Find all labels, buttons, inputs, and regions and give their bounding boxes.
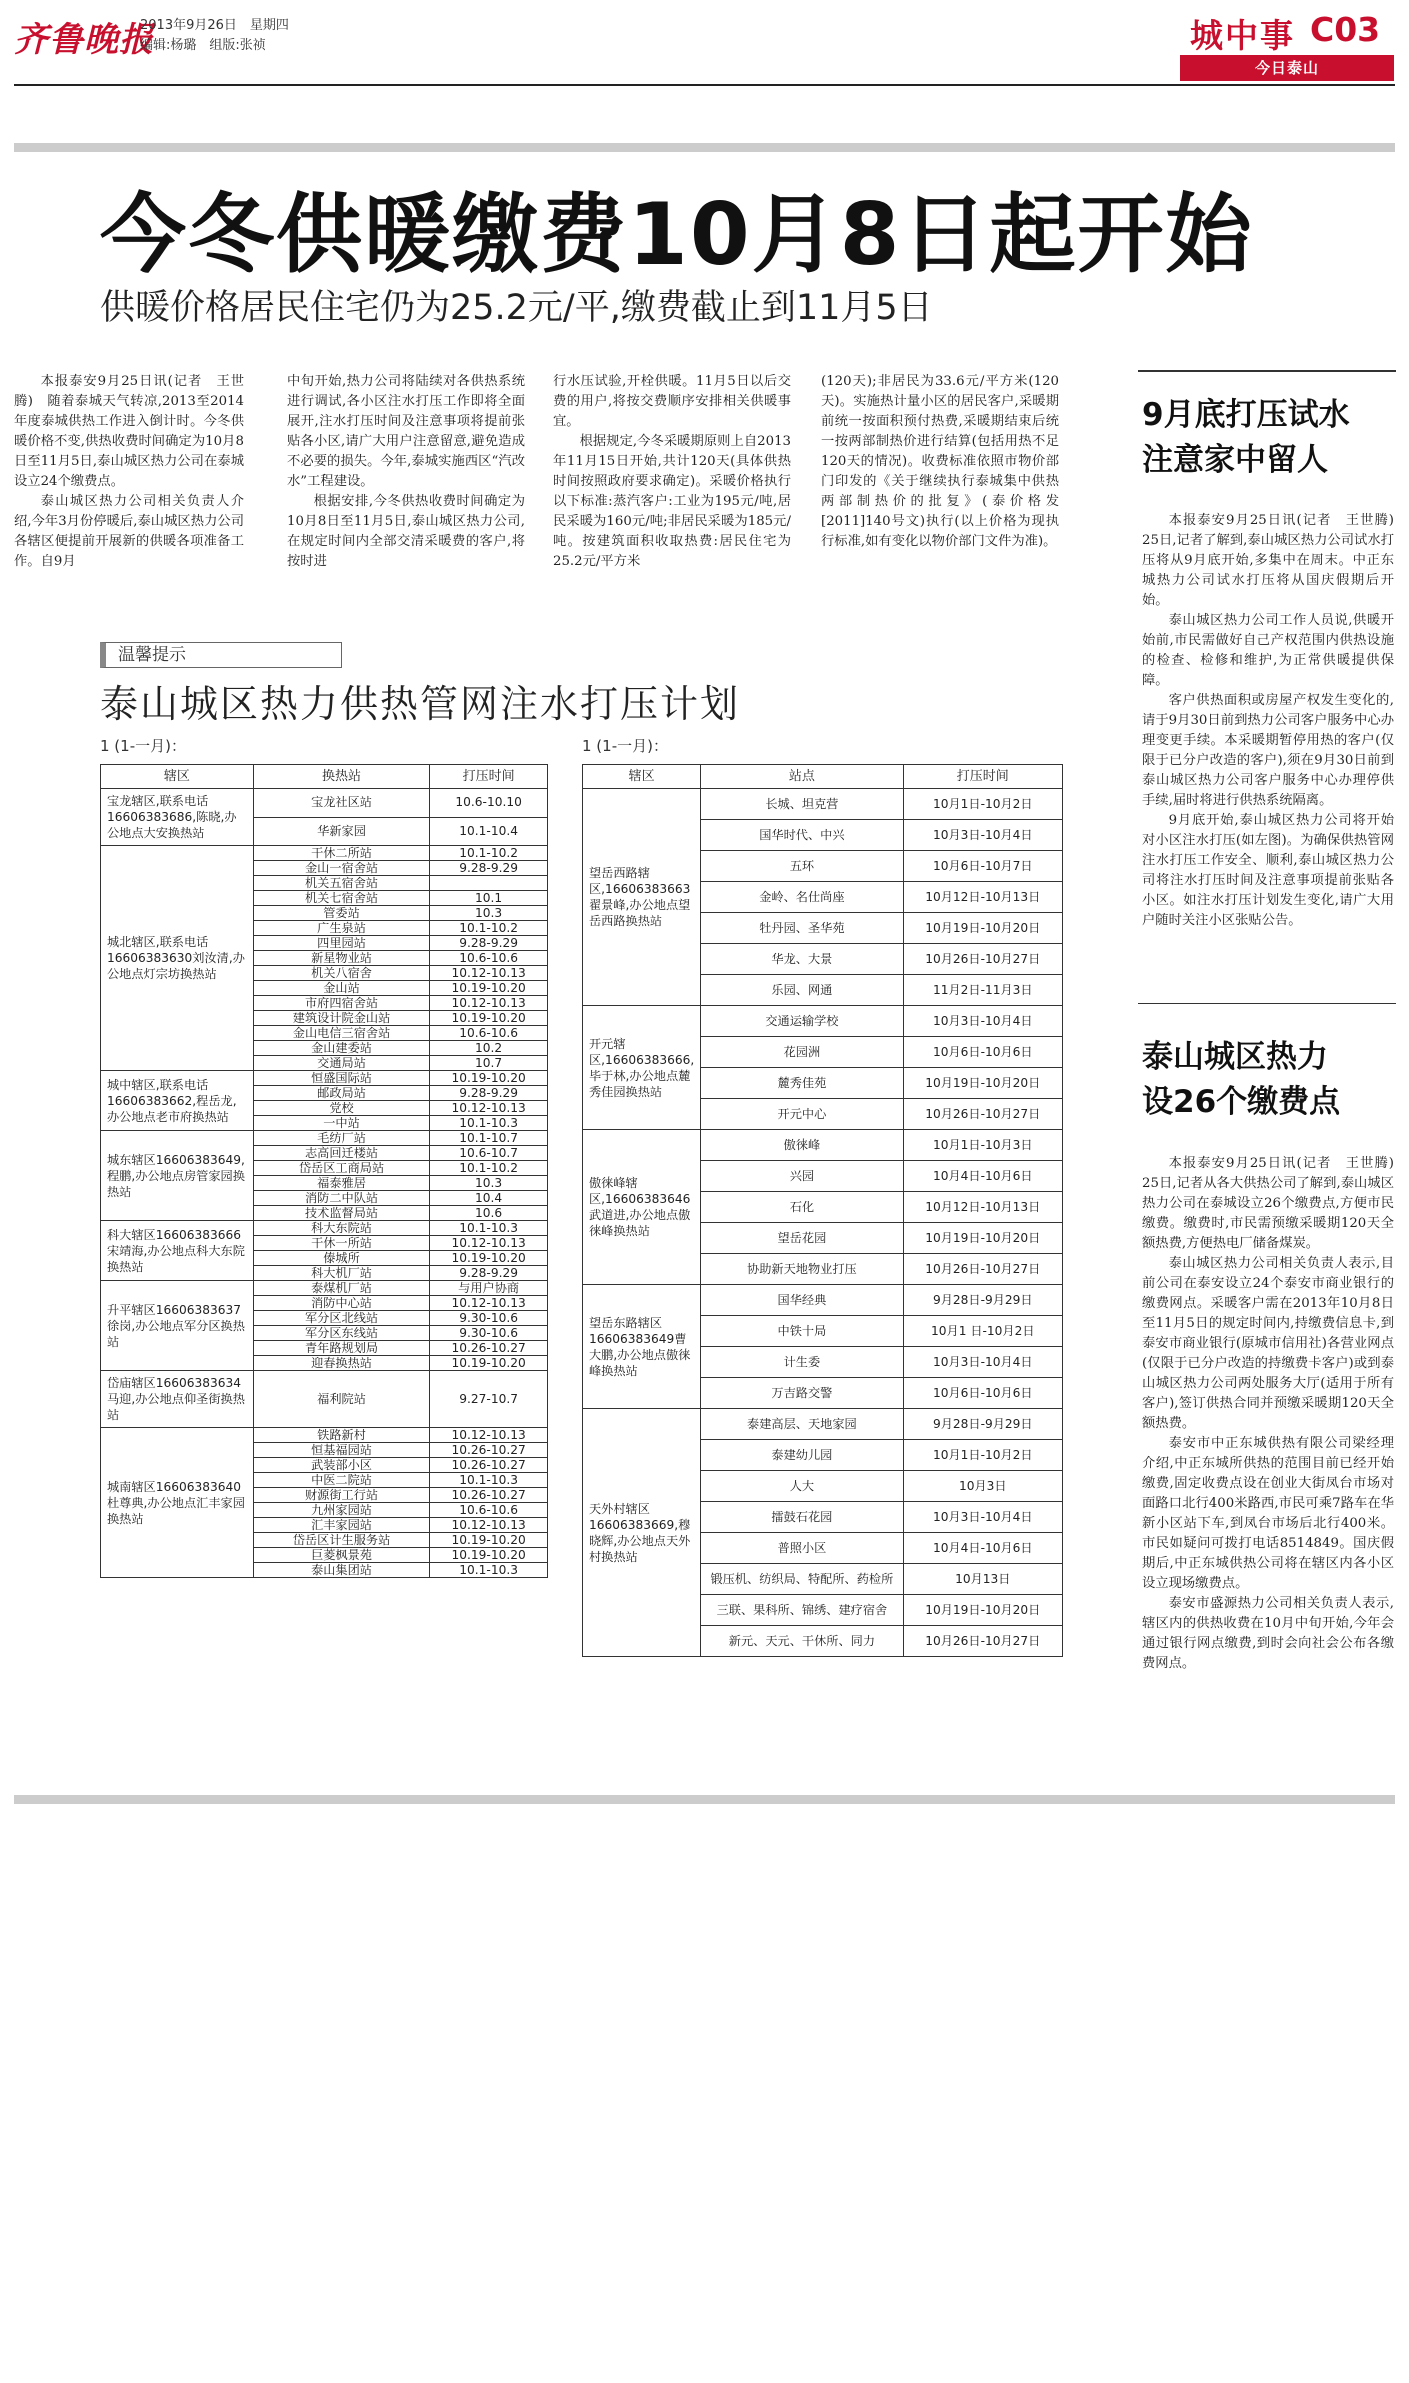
date-cell: 10.6-10.7 [430,1146,548,1161]
station-cell: 新元、天元、干休所、同力 [701,1626,903,1657]
station-cell: 广生泉站 [253,921,429,936]
headline-line: 注意家中留人 [1142,442,1328,478]
station-cell: 计生委 [701,1347,903,1378]
station-cell: 人大 [701,1471,903,1502]
district-cell: 开元辖区,16606383666,毕于林,办公地点麓秀佳园换热站 [583,1006,701,1130]
date-cell: 10.26-10.27 [430,1443,548,1458]
station-cell: 长城、坦克营 [701,789,903,820]
station-cell: 擂鼓石花园 [701,1502,903,1533]
station-cell: 兴园 [701,1161,903,1192]
station-cell: 乐园、网通 [701,975,903,1006]
station-cell: 国华经典 [701,1285,903,1316]
table-row [583,1006,1063,1037]
date-cell: 10.12-10.13 [430,1236,548,1251]
station-cell: 恒盛国际站 [253,1071,429,1086]
date-cell: 10.6-10.10 [430,789,548,818]
date-cell: 10.1-10.3 [430,1473,548,1488]
station-cell: 协助新天地物业打压 [701,1254,903,1285]
date-cell: 与用户协商 [430,1281,548,1296]
date-cell: 10月26日-10月27日 [903,1254,1062,1285]
station-cell: 望岳花园 [701,1223,903,1254]
article-column-2 [287,372,525,572]
top-band [14,143,1395,152]
district-cell: 城中辖区,联系电话16606383662,程岳龙,办公地点老市府换热站 [101,1071,254,1131]
station-cell: 泰煤机厂站 [253,1281,429,1296]
station-cell: 开元中心 [701,1099,903,1130]
date-cell: 10月3日-10月4日 [903,1502,1062,1533]
date-cell: 10月26日-10月27日 [903,1626,1062,1657]
station-cell: 锻压机、纺织局、特配所、药检所 [701,1564,903,1595]
station-cell: 机关五宿舍站 [253,876,429,891]
sidebar-headline-2 [1142,1035,1402,1125]
pressure-test-table-2 [582,764,1063,1657]
date-cell: 10.1-10.4 [430,817,548,846]
station-cell: 岱岳区计生服务站 [253,1533,429,1548]
date-cell: 10.6-10.6 [430,951,548,966]
district-cell: 城南辖区16606383640杜尊典,办公地点汇丰家园换热站 [101,1428,254,1578]
masthead-logo: 齐鲁晚报 [14,20,154,60]
district-cell: 宝龙辖区,联系电话16606383686,陈晓,办公地点大安换热站 [101,789,254,846]
station-cell: 交通局站 [253,1056,429,1071]
station-cell: 迎春换热站 [253,1356,429,1371]
station-cell: 志高回迁楼站 [253,1146,429,1161]
station-cell: 军分区北线站 [253,1311,429,1326]
header-rule [14,84,1395,86]
station-cell: 邮政局站 [253,1086,429,1101]
date-cell: 10月19日-10月20日 [903,1223,1062,1254]
main-headline: 今冬供暖缴费10月8日起开始 [100,185,1254,285]
sidebar-headline-1 [1142,393,1402,483]
station-cell: 傣城所 [253,1251,429,1266]
station-cell: 花园洲 [701,1037,903,1068]
district-cell: 城北辖区,联系电话16606383630刘汝清,办公地点灯宗坊换热站 [101,846,254,1071]
district-cell: 傲徕峰辖区,16606383646武道进,办公地点傲徕峰换热站 [583,1130,701,1285]
article-paragraph: 泰山城区热力公司相关负责人表示,目前公司在泰安设立24个泰安市商业银行的缴费网点。采暖客户需在2013年10月8日至11月5日的规定时间内,持缴费信息卡,到泰安市商业银行(原城市信用社)各营业网点(仅限于已分户改造的持缴费卡客户)或到泰山城区热力公司两处服务大厅(适用于所有客户),签订供热合同并预缴采暖期120天全额热费。 [1142,1256,1394,1431]
table1-note: 1 (1-一月)： [100,737,186,755]
station-cell: 铁路新村 [253,1428,429,1443]
station-cell: 科大机厂站 [253,1266,429,1281]
date-cell: 10.19-10.20 [430,1356,548,1371]
station-cell: 三联、果科所、锦绣、建疗宿舍 [701,1595,903,1626]
station-cell: 泰山集团站 [253,1563,429,1578]
station-cell: 机关七宿舍站 [253,891,429,906]
date-cell: 10.1-10.2 [430,846,548,861]
station-cell: 财源街工行站 [253,1488,429,1503]
date-cell: 10.1 [430,891,548,906]
article-paragraph: 泰安市盛源热力公司相关负责人表示,辖区内的供热收费在10月中旬开始,今年会通过银行网点缴费,到时会向社会公布各缴费网点。 [1142,1596,1394,1671]
date-cell: 10.3 [430,1176,548,1191]
date-cell: 10月6日-10月6日 [903,1378,1062,1409]
headline-line: 9月底打压试水 [1142,397,1350,433]
date-cell [430,876,548,891]
district-cell: 望岳东路辖区16606383649曹大鹏,办公地点傲徕峰换热站 [583,1285,701,1409]
date-cell: 10月4日-10月6日 [903,1533,1062,1564]
date-cell: 10.12-10.13 [430,966,548,981]
date-cell: 10.7 [430,1056,548,1071]
sub-headline: 供暖价格居民住宅仍为25.2元/平,缴费截止到11月5日 [100,288,933,328]
date-cell: 10.2 [430,1041,548,1056]
article-column-3 [553,372,791,572]
date-cell: 9.30-10.6 [430,1326,548,1341]
station-cell: 管委站 [253,906,429,921]
editor-credit: 编辑:杨璐 组版:张祯 [140,38,266,53]
table-row [583,1130,1063,1161]
station-cell: 国华时代、中兴 [701,820,903,851]
article-paragraph: 行水压试验,开栓供暖。11月5日以后交费的用户,将按交费顺序安排相关供暖事宜。 [553,374,791,429]
station-cell: 宝龙社区站 [253,789,429,818]
date-cell: 10月6日-10月6日 [903,1037,1062,1068]
station-cell: 军分区东线站 [253,1326,429,1341]
station-cell: 泰建高层、天地家园 [701,1409,903,1440]
date-cell: 9.27-10.7 [430,1371,548,1428]
date-cell: 10.19-10.20 [430,1071,548,1086]
station-cell: 消防二中队站 [253,1191,429,1206]
table-row [101,1428,548,1443]
date-cell: 10月3日-10月4日 [903,1006,1062,1037]
article-paragraph: 泰山城区热力公司相关负责人介绍,今年3月份停暖后,泰山城区热力公司各辖区便提前开展新的供暖各项准备工作。自9月 [14,494,244,569]
station-cell: 岱岳区工商局站 [253,1161,429,1176]
date-cell: 10月3日 [903,1471,1062,1502]
date-cell: 10月19日-10月20日 [903,1595,1062,1626]
issue-date: 2013年9月26日 星期四 [140,18,289,33]
station-cell: 一中站 [253,1116,429,1131]
column-header: 打压时间 [903,765,1062,789]
station-cell: 金岭、名仕尚座 [701,882,903,913]
station-cell: 市府四宿舍站 [253,996,429,1011]
column-header: 辖区 [583,765,701,789]
article-paragraph: 根据规定,今冬采暖期原则上自2013年11月15日开始,共计120天(具体供热时间按照政府要求确定)。采暖价格执行以下标准:蒸汽客户:工业为195元/吨,居民采暖为160元/吨;非居民采暖为185元/吨。按建筑面积收取热费:居民住宅为25.2元/平方米 [553,434,791,569]
date-cell: 10.12-10.13 [430,1296,548,1311]
table-row [101,1371,548,1428]
station-cell: 石化 [701,1192,903,1223]
date-cell: 10月1日-10月2日 [903,789,1062,820]
station-cell: 技术监督局站 [253,1206,429,1221]
district-cell: 升平辖区16606383637徐岗,办公地点军分区换热站 [101,1281,254,1371]
station-cell: 金山站 [253,981,429,996]
sidebar-article-1 [1142,511,1408,931]
article-paragraph: 客户供热面积或房屋产权发生变化的,请于9月30日前到热力公司客户服务中心办理变更手续。本采暖期暂停用热的客户(仅限于已分户改造的客户),须在9月30日前到泰山城区热力公司客户服务中心办理停供手续,届时将进行供热系统隔离。 [1142,693,1394,808]
date-cell: 9月28日-9月29日 [903,1285,1062,1316]
table-row [101,1281,548,1296]
station-cell: 傲徕峰 [701,1130,903,1161]
station-cell: 九州家园站 [253,1503,429,1518]
station-cell: 中医二院站 [253,1473,429,1488]
date-cell: 10月1日-10月3日 [903,1130,1062,1161]
article-paragraph: 泰安市中正东城供热有限公司梁经理介绍,中正东城所供热的范围目前已经开始缴费,固定收费点设在创业大街凤台市场对面路口北行400米路西,市民可乘7路车在华新小区站下车,到凤台市场后北行400米。市民如疑问可拨打电话8514849。国庆假期后,中正东城供热公司将在辖区内各小区设立现场缴费点。 [1142,1436,1394,1591]
date-cell: 10.6-10.6 [430,1026,548,1041]
date-cell: 10.4 [430,1191,548,1206]
station-cell: 普照小区 [701,1533,903,1564]
station-cell: 四里园站 [253,936,429,951]
date-cell: 10月1 日-10月2日 [903,1316,1062,1347]
date-cell: 10.1-10.7 [430,1131,548,1146]
schedule-title: 泰山城区热力供热管网注水打压计划 [100,682,741,726]
district-cell: 科大辖区16606383666宋靖海,办公地点科大东院换热站 [101,1221,254,1281]
date-cell: 10.12-10.13 [430,1101,548,1116]
station-cell: 金山建委站 [253,1041,429,1056]
station-cell: 麓秀佳苑 [701,1068,903,1099]
date-cell: 9月28日-9月29日 [903,1409,1062,1440]
date-cell: 10月26日-10月27日 [903,1099,1062,1130]
date-cell: 10月1日-10月2日 [903,1440,1062,1471]
date-cell: 9.28-9.29 [430,1086,548,1101]
headline-line: 泰山城区热力 [1142,1039,1328,1075]
date-cell: 10.6-10.6 [430,1503,548,1518]
station-cell: 建筑设计院金山站 [253,1011,429,1026]
station-cell: 汇丰家园站 [253,1518,429,1533]
date-cell: 10.1-10.2 [430,921,548,936]
date-cell: 10.26-10.27 [430,1341,548,1356]
district-cell: 天外村辖区16606383669,穆晓辉,办公地点天外村换热站 [583,1409,701,1657]
table-row [101,1221,548,1236]
section-subtitle: 今日泰山 [1180,55,1394,81]
date-cell: 10月4日-10月6日 [903,1161,1062,1192]
date-cell: 10.12-10.13 [430,1428,548,1443]
article-paragraph: (120天);非居民为33.6元/平方米(120天)。实施热计量小区的居民客户,采暖期前统一按面积预付热费,采暖期结束后统一按两部制热价进行结算(包括用热不足120天的情况)。收费标准依照市物价部门印发的《关于继续执行泰城集中供热两部制热价的批复》(泰价格发[2011]140号文)执行(以上价格为现执行标准,如有变化以物价部门文件为准)。 [821,374,1059,549]
table-row [101,1071,548,1086]
date-cell: 10.12-10.13 [430,996,548,1011]
date-cell: 10月3日-10月4日 [903,820,1062,851]
page-code: C03 [1310,10,1381,49]
date-cell: 10月19日-10月20日 [903,913,1062,944]
date-cell: 10月13日 [903,1564,1062,1595]
date-cell: 10月12日-10月13日 [903,882,1062,913]
article-paragraph: 泰山城区热力公司工作人员说,供暖开始前,市民需做好自己产权范围内供热设施的检查、检修和维护,为正常供暖提供保障。 [1142,613,1394,688]
date-cell: 10.19-10.20 [430,1548,548,1563]
section-title: 城中事 [1190,16,1295,55]
station-cell: 消防中心站 [253,1296,429,1311]
district-cell: 岱庙辖区16606383634马迎,办公地点仰圣街换热站 [101,1371,254,1428]
table-row [101,1131,548,1146]
article-paragraph: 本报泰安9月25日讯(记者 王世腾) 25日,记者从各大供热公司了解到,泰山城区热力公司在泰城设立26个缴费点,方便市民缴费。缴费时,市民需预缴采暖期120天全额热费,方便热电厂储备煤炭。 [1142,1156,1408,1251]
table-row [101,846,548,861]
sidebar-divider [1138,1003,1396,1004]
bottom-band [14,1795,1395,1804]
date-cell: 10月12日-10月13日 [903,1192,1062,1223]
station-cell: 五环 [701,851,903,882]
station-cell: 中铁十局 [701,1316,903,1347]
station-cell: 交通运输学校 [701,1006,903,1037]
date-cell: 9.28-9.29 [430,1266,548,1281]
table-row [583,1409,1063,1440]
date-cell: 10.26-10.27 [430,1488,548,1503]
date-cell: 10.1-10.2 [430,1161,548,1176]
table2-note: 1 (1-一月)： [582,737,668,755]
date-cell: 10月6日-10月7日 [903,851,1062,882]
article-paragraph: 本报泰安9月25日讯(记者 王世腾) 25日,记者了解到,泰山城区热力公司试水打压将从9月底开始,多集中在周末。中正东城热力公司试水打压将从国庆假期后开始。 [1142,513,1408,608]
column-header: 站点 [701,765,903,789]
station-cell: 机关八宿舍 [253,966,429,981]
station-cell: 新星物业站 [253,951,429,966]
column-header: 辖区 [101,765,254,789]
date-cell: 10.12-10.13 [430,1518,548,1533]
district-cell: 望岳西路辖区,16606383663翟景峰,办公地点望岳西路换热站 [583,789,701,1006]
station-cell: 泰建幼儿园 [701,1440,903,1471]
date-cell: 10.19-10.20 [430,981,548,996]
station-cell: 金山电信三宿舍站 [253,1026,429,1041]
date-cell: 10.19-10.20 [430,1251,548,1266]
article-paragraph: 9月底开始,泰山城区热力公司将开始对小区注水打压(如左图)。为确保供热管网注水打压工作安全、顺利,泰山城区热力公司将注水打压时间及注意事项提前张贴各小区。如注水打压计划发生变化,请广大用户随时关注小区张贴公告。 [1142,813,1394,928]
date-cell: 10.1-10.3 [430,1116,548,1131]
date-cell: 10.1-10.3 [430,1221,548,1236]
date-cell: 10.19-10.20 [430,1533,548,1548]
station-cell: 巨菱枫景苑 [253,1548,429,1563]
article-paragraph: 中旬开始,热力公司将陆续对各供热系统进行调试,各小区注水打压工作即将全面展开,注水打压时间及注意事项将提前张贴各小区,请广大用户注意留意,避免造成不必要的损失。今年,泰城实施西区“汽改水”工程建设。 [287,374,525,489]
station-cell: 万吉路交警 [701,1378,903,1409]
date-cell: 10.19-10.20 [430,1011,548,1026]
station-cell: 华龙、大景 [701,944,903,975]
station-cell: 干休二所站 [253,846,429,861]
table-row [583,789,1063,820]
date-cell: 10月19日-10月20日 [903,1068,1062,1099]
station-cell: 科大东院站 [253,1221,429,1236]
station-cell: 金山一宿舍站 [253,861,429,876]
station-cell: 青年路规划局 [253,1341,429,1356]
station-cell: 福利院站 [253,1371,429,1428]
column-header: 换热站 [253,765,429,789]
date-cell: 10.26-10.27 [430,1458,548,1473]
tip-label: 温馨提示 [100,642,342,668]
date-cell: 11月2日-11月3日 [903,975,1062,1006]
station-cell: 干休一所站 [253,1236,429,1251]
pressure-test-table-1 [100,764,548,1578]
date-cell: 9.30-10.6 [430,1311,548,1326]
article-paragraph: 本报泰安9月25日讯(记者 王世腾) 随着泰城天气转凉,2013至2014年度泰城供热工作进入倒计时。今冬供暖价格不变,供热收费时间确定为10月8日至11月5日,泰山城区热力公司在泰城设立24个缴费点。 [14,374,244,489]
column-header: 打压时间 [430,765,548,789]
sidebar-article-2 [1142,1154,1408,1674]
date-cell: 10月26日-10月27日 [903,944,1062,975]
date-cell: 9.28-9.29 [430,936,548,951]
table-row [101,789,548,818]
date-cell: 10.3 [430,906,548,921]
date-cell: 10月3日-10月4日 [903,1347,1062,1378]
station-cell: 福泰雅居 [253,1176,429,1191]
headline-line: 设26个缴费点 [1142,1084,1341,1120]
article-column-1 [14,372,244,572]
table-row [583,1285,1063,1316]
station-cell: 华新家园 [253,817,429,846]
station-cell: 毛纺厂站 [253,1131,429,1146]
station-cell: 党校 [253,1101,429,1116]
station-cell: 武装部小区 [253,1458,429,1473]
sidebar-rule [1138,370,1396,372]
date-cell: 10.6 [430,1206,548,1221]
station-cell: 牡丹园、圣华苑 [701,913,903,944]
date-cell: 10.1-10.3 [430,1563,548,1578]
date-cell: 9.28-9.29 [430,861,548,876]
article-paragraph: 根据安排,今冬供热收费时间确定为10月8日至11月5日,泰山城区热力公司,在规定时间内全部交清采暖费的客户,将按时进 [287,494,525,569]
district-cell: 城东辖区16606383649,程鹏,办公地点房管家园换热站 [101,1131,254,1221]
station-cell: 恒基福园站 [253,1443,429,1458]
article-column-4 [821,372,1059,552]
